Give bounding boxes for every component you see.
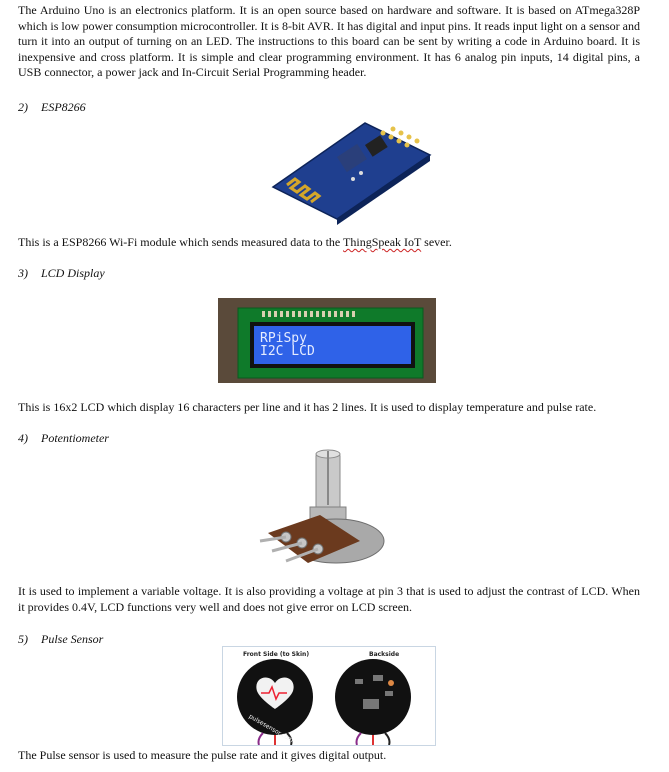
esp8266-caption <box>18 235 640 251</box>
spellcheck-flagged-text: ThingSpeak IoT <box>343 235 422 249</box>
section-title: Pulse Sensor <box>41 632 104 646</box>
pulse-sensor-image <box>222 646 436 746</box>
backside-label: Backside <box>369 651 400 658</box>
section-title: LCD Display <box>41 266 105 280</box>
section-number: 3) <box>18 266 28 280</box>
section-number: 5) <box>18 632 28 646</box>
section-heading-pulse-sensor <box>18 632 103 647</box>
caption-text-end: sever. <box>421 235 452 249</box>
lcd-line-2: I2C LCD <box>260 344 315 359</box>
section-title: ESP8266 <box>41 100 86 114</box>
potentiometer-caption: It is used to implement a variable voltage. It is also providing a voltage at pin 3 that is used to adjust the contrast of LCD. When it provides 0.4V, LCD functions very well and does not give error on LCD screen. <box>18 584 640 614</box>
esp8266-image <box>265 115 435 225</box>
section-heading-potentiometer <box>18 431 109 446</box>
section-number: 2) <box>18 100 28 114</box>
lcd-line-1: RPiSpy <box>260 331 307 346</box>
section-heading-esp8266 <box>18 100 86 115</box>
section-number: 4) <box>18 431 28 445</box>
section-heading-lcd <box>18 266 105 281</box>
section-title: Potentiometer <box>41 431 109 445</box>
brand-text: pulsesensor.com <box>247 713 295 745</box>
front-side-label: Front Side (to Skin) <box>243 651 310 658</box>
potentiometer-image <box>250 445 410 575</box>
intro-paragraph: The Arduino Uno is an electronics platform. It is an open source based on hardware and software. It is based on ATmega328P which is low power consumption microcontroller. It is 8-bit AVR. It has digital and input pins. It reads input light on a sensor and turn it into an output of turning on an LED. The instructions to this board can be sent by writing a code in Arduino board. It is inexpensive and cross platform. It is simple and clear programming environment. It has 6 analog pin inputs, 14 digital pins, a USB connector, a power jack and In-Circuit Serial Programming header. <box>18 3 640 79</box>
lcd-caption: This is 16x2 LCD which display 16 characters per line and it has 2 lines. It is used to display temperature and pulse rate. <box>18 400 597 414</box>
caption-text: This is a ESP8266 Wi-Fi module which sends measured data to the <box>18 235 344 249</box>
lcd-display-image <box>218 298 436 383</box>
pulse-sensor-caption: The Pulse sensor is used to measure the pulse rate and it gives digital output. <box>18 748 387 762</box>
